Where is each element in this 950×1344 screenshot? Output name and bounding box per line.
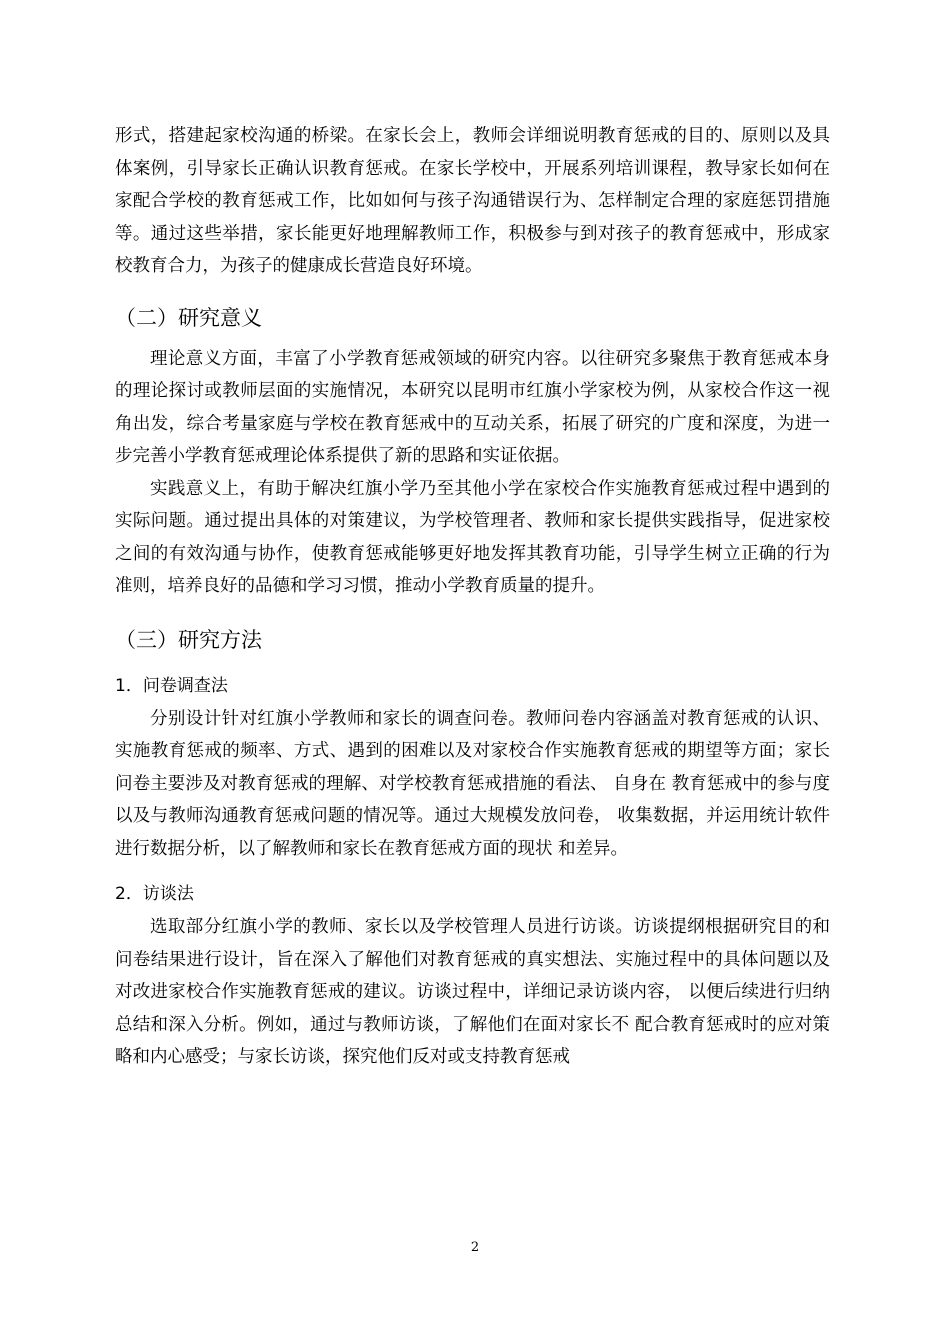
paragraph-questionnaire-method: 分别设计针对红旗小学教师和家长的调查问卷。教师问卷内容涵盖对教育惩戒的认识、实施教育惩戒的频率、方式、遇到的困难以及对家校合作实施教育惩戒的期望等方面；家长问卷主要涉及对教育惩戒的理解、对学校教育惩戒措施的看法、 自身在 教育惩戒中的参与度以及与教师沟通教育惩戒问题的情况等。通过大规模发放问卷， 收集数据，并运用统计软件进行数据分析，以了解教师和家长在教育惩戒方面的现状 和差异。 xyxy=(115,708,830,859)
page-body xyxy=(115,120,830,1074)
paragraph-practical-significance: 实践意义上，有助于解决红旗小学乃至其他小学在家校合作实施教育惩戒过程中遇到的实际问题。通过提出具体的对策建议，为学校管理者、教师和家长提供实践指导，促进家校之间的有效沟通与协作，使教育惩戒能够更好地发挥其教育功能，引导学生树立正确的行为准则，培养良好的品德和学习习惯，推动小学教育质量的提升。 xyxy=(115,478,830,596)
subsection-heading-interview: 2．访谈法 xyxy=(115,884,194,904)
paragraph-interview-method: 选取部分红旗小学的教师、家长以及学校管理人员进行访谈。访谈提纲根据研究目的和问卷结果进行设计，旨在深入了解他们对教育惩戒的真实想法、实施过程中的具体问题以及对改进家校合作实施教育惩戒的建议。访谈过程中，详细记录访谈内容， 以便后续进行归纳总结和深入分析。例如，通过与教师访谈，了解他们在面对家长不 配合教育惩戒时的应对策略和内心感受；与家长访谈，探究他们反对或支持教育惩戒 xyxy=(115,917,830,1067)
paragraph-theoretical-significance: 理论意义方面，丰富了小学教育惩戒领域的研究内容。以往研究多聚焦于教育惩戒本身的理论探讨或教师层面的实施情况，本研究以昆明市红旗小学家校为例，从家校合作这一视角出发，综合考量家庭与学校在教育惩戒中的互动关系，拓展了研究的广度和深度，为进一步完善小学教育惩戒理论体系提供了新的思路和实证依据。 xyxy=(115,348,830,466)
section-heading-significance: （二）研究意义 xyxy=(115,305,262,330)
subsection-heading-questionnaire: 1．问卷调查法 xyxy=(115,675,228,696)
section-heading-methods: （三）研究方法 xyxy=(115,627,262,652)
page-number: 2 xyxy=(470,1240,480,1255)
intro-paragraph: 形式，搭建起家校沟通的桥梁。在家长会上，教师会详细说明教育惩戒的目的、原则以及具体案例，引导家长正确认识教育惩戒。在家长学校中，开展系列培训课程，教导家长如何在家配合学校的教育惩戒工作，比如如何与孩子沟通错误行为、怎样制定合理的家庭惩罚措施等。通过这些举措，家长能更好地理解教师工作，积极参与到对孩子的教育惩戒中，形成家校教育合力，为孩子的健康成长营造良好环境。 xyxy=(115,126,830,276)
